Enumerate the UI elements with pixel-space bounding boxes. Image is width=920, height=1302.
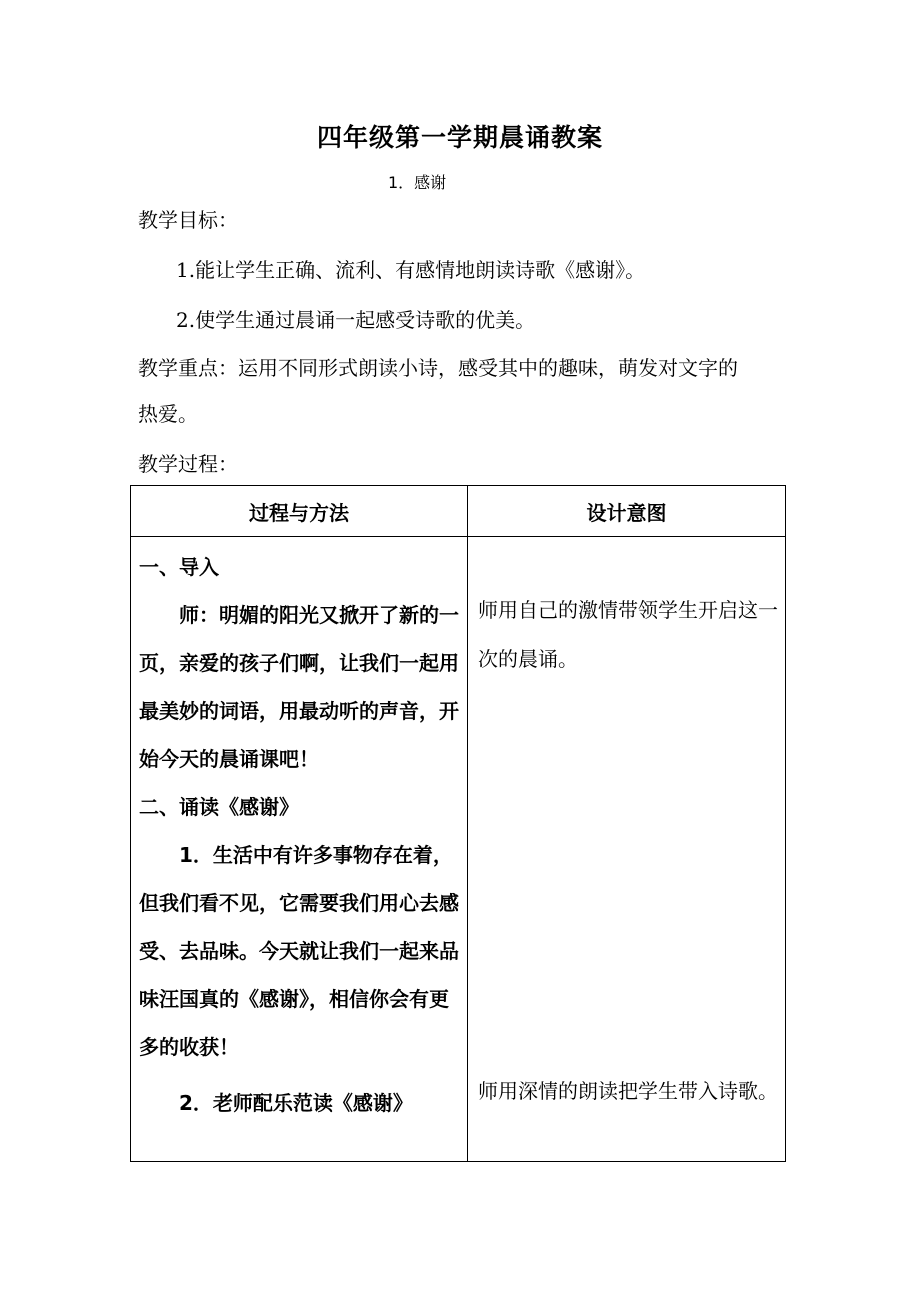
process-cell bbox=[131, 537, 468, 1162]
key-point-line-1: 教学重点：运用不同形式朗读小诗，感受其中的趣味，萌发对文字的 bbox=[138, 356, 738, 380]
section-reading-heading: 二、诵读《感谢》 bbox=[139, 795, 299, 819]
intent-note-1: 师用自己的激情带领学生开启这一次的晨诵。 bbox=[478, 598, 778, 671]
reading-step-1: 1．生活中有许多事物存在着，但我们看不见，它需要我们用心去感受、去品味。今天就让我们一起来品味汪国真的《感谢》，相信你会有更多的收获！ bbox=[139, 843, 459, 1059]
section-intro-heading: 一、导入 bbox=[139, 555, 219, 579]
process-heading: 教学过程： bbox=[138, 452, 238, 476]
reading-step-2: 2．老师配乐范读《感谢》 bbox=[179, 1091, 413, 1115]
objective-item-1: 1.能让学生正确、流利、有感情地朗读诗歌《感谢》。 bbox=[176, 258, 646, 282]
header-process-method: 过程与方法 bbox=[131, 486, 468, 537]
table-body-row bbox=[131, 537, 786, 1162]
lesson-subtitle: 1．感谢 bbox=[388, 173, 447, 192]
document-title: 四年级第一学期晨诵教案 bbox=[316, 123, 603, 152]
objective-item-2: 2.使学生通过晨诵一起感受诗歌的优美。 bbox=[176, 308, 536, 332]
header-design-intent: 设计意图 bbox=[468, 486, 786, 537]
teaching-process-table bbox=[130, 485, 786, 1162]
section-intro-text: 师：明媚的阳光又掀开了新的一页，亲爱的孩子们啊，让我们一起用最美妙的词语，用最动听的声音，开始今天的晨诵课吧！ bbox=[139, 603, 459, 771]
intent-note-2: 师用深情的朗读把学生带入诗歌。 bbox=[478, 1079, 778, 1103]
objectives-heading: 教学目标： bbox=[138, 208, 238, 232]
table-header-row bbox=[131, 486, 786, 537]
intent-cell bbox=[468, 537, 786, 1162]
key-point-line-2: 热爱。 bbox=[138, 402, 198, 426]
